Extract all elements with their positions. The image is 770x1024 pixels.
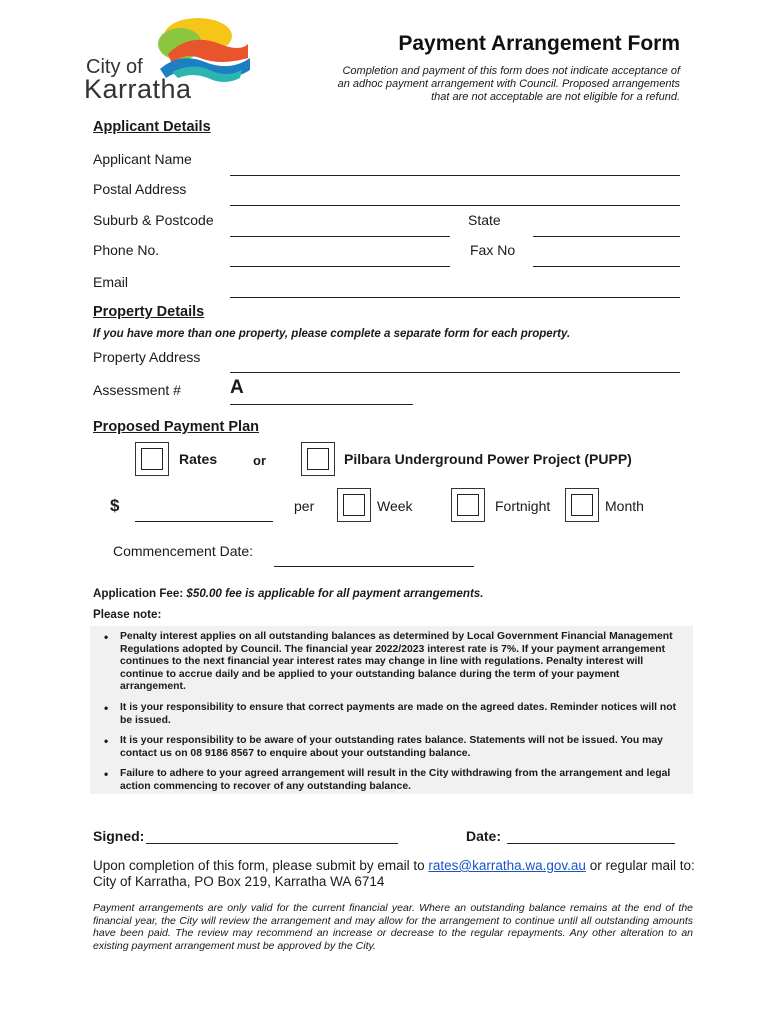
month-label: Month — [605, 498, 644, 514]
logo-text-line2: Karratha — [84, 74, 192, 104]
assessment-prefix: A — [230, 377, 244, 398]
email-link[interactable]: rates@karratha.wa.gov.au — [428, 858, 586, 873]
property-address-field[interactable] — [230, 372, 680, 373]
subtitle-line: Completion and payment of this form does not indicate acceptance of — [342, 65, 680, 77]
logo-text-line1: City of — [86, 56, 143, 78]
application-fee-text: $50.00 fee is applicable for all payment arrangements. — [186, 587, 484, 600]
application-fee-label: Application Fee: — [93, 587, 184, 600]
postal-address-label: Postal Address — [93, 181, 187, 197]
commencement-date-field[interactable] — [274, 566, 474, 567]
notes-list — [90, 626, 693, 794]
note-item: • Penalty interest applies on all outstanding balances as determined by Local Government Financial Management Regulations adopted by Council. The financial year 2022/2023 interest rate is 7%. If your payment arrangement continues to the next financial year interest rates may change in line with regulations. Penalty interest will continue to accrue daily and be applied to your outstanding balance during the term of your payment arrangement. — [120, 631, 683, 694]
note-item: • It is your responsibility to ensure that correct payments are made on the agreed dates. Reminder notices will not be issued. — [120, 702, 683, 727]
state-field[interactable] — [533, 236, 680, 237]
signature-field[interactable] — [146, 843, 398, 844]
fortnight-checkbox[interactable] — [451, 488, 485, 522]
commencement-label: Commencement Date: — [113, 543, 254, 559]
assessment-field[interactable] — [230, 404, 413, 405]
amount-field[interactable] — [135, 521, 273, 522]
subtitle-line: that are not acceptable are not eligible for a refund. — [431, 91, 680, 103]
pupp-label: Pilbara Underground Power Project (PUPP) — [344, 451, 632, 467]
fortnight-label: Fortnight — [495, 498, 551, 514]
or-label: or — [253, 453, 266, 468]
note-item: • It is your responsibility to be aware of your outstanding rates balance. Statements will not be issued. You may contact us on 08 9186 8567 to enquire about your outstanding balance. — [120, 735, 683, 760]
submit-instructions — [93, 858, 713, 890]
dollar-sign: $ — [110, 496, 120, 515]
suburb-postcode-field[interactable] — [230, 236, 450, 237]
phone-field[interactable] — [230, 266, 450, 267]
signed-label: Signed: — [93, 828, 145, 844]
month-checkbox[interactable] — [565, 488, 599, 522]
application-fee — [93, 587, 483, 600]
rates-label: Rates — [179, 451, 218, 467]
note-item: • Failure to adhere to your agreed arrangement will result in the City withdrawing from the arrangement and legal action commencing to recover of any outstanding balance. — [120, 768, 683, 793]
property-heading: Property Details — [93, 304, 205, 320]
form-title: Payment Arrangement Form — [398, 32, 680, 55]
fax-label: Fax No — [470, 242, 516, 258]
date-field[interactable] — [507, 843, 675, 844]
form-subtitle — [300, 65, 680, 104]
week-label: Week — [377, 498, 413, 514]
subtitle-line: an adhoc payment arrangement with Council. Proposed arrangements — [337, 78, 680, 90]
pupp-checkbox[interactable] — [301, 442, 335, 476]
please-note-heading: Please note: — [93, 608, 162, 621]
assessment-label: Assessment # — [93, 382, 181, 398]
suburb-postcode-label: Suburb & Postcode — [93, 212, 214, 228]
state-label: State — [468, 212, 501, 228]
postal-address-field[interactable] — [230, 205, 680, 206]
date-label: Date: — [466, 828, 502, 844]
email-label: Email — [93, 274, 129, 290]
property-note: If you have more than one property, please complete a separate form for each property. — [93, 328, 571, 340]
notes-panel — [90, 626, 693, 794]
applicant-name-label: Applicant Name — [93, 151, 192, 167]
fax-field[interactable] — [533, 266, 680, 267]
applicant-heading: Applicant Details — [93, 119, 211, 135]
week-checkbox[interactable] — [337, 488, 371, 522]
applicant-name-field[interactable] — [230, 175, 680, 176]
submit-text-before: Upon completion of this form, please submit by email to — [93, 858, 429, 873]
phone-label: Phone No. — [93, 242, 160, 258]
email-field[interactable] — [230, 297, 680, 298]
payment-plan-heading: Proposed Payment Plan — [93, 419, 259, 435]
city-logo — [80, 14, 255, 106]
property-address-label: Property Address — [93, 349, 201, 365]
footer-note: Payment arrangements are only valid for the current financial year. Where an outstanding balance remains at the end of the financial year, the City will review the arrangement and may allow for the arrangement to continue until all outstanding amounts have been paid. The review may recommend an increase or decrease to the regular repayments. Any other alteration to an existing payment arrangement must be approved by the City. — [93, 902, 693, 952]
rates-checkbox[interactable] — [135, 442, 169, 476]
submit-text-after: or regular mail to: City of Karratha, PO Box 219, Karratha WA 6714 — [93, 858, 695, 889]
per-label: per — [294, 498, 315, 514]
